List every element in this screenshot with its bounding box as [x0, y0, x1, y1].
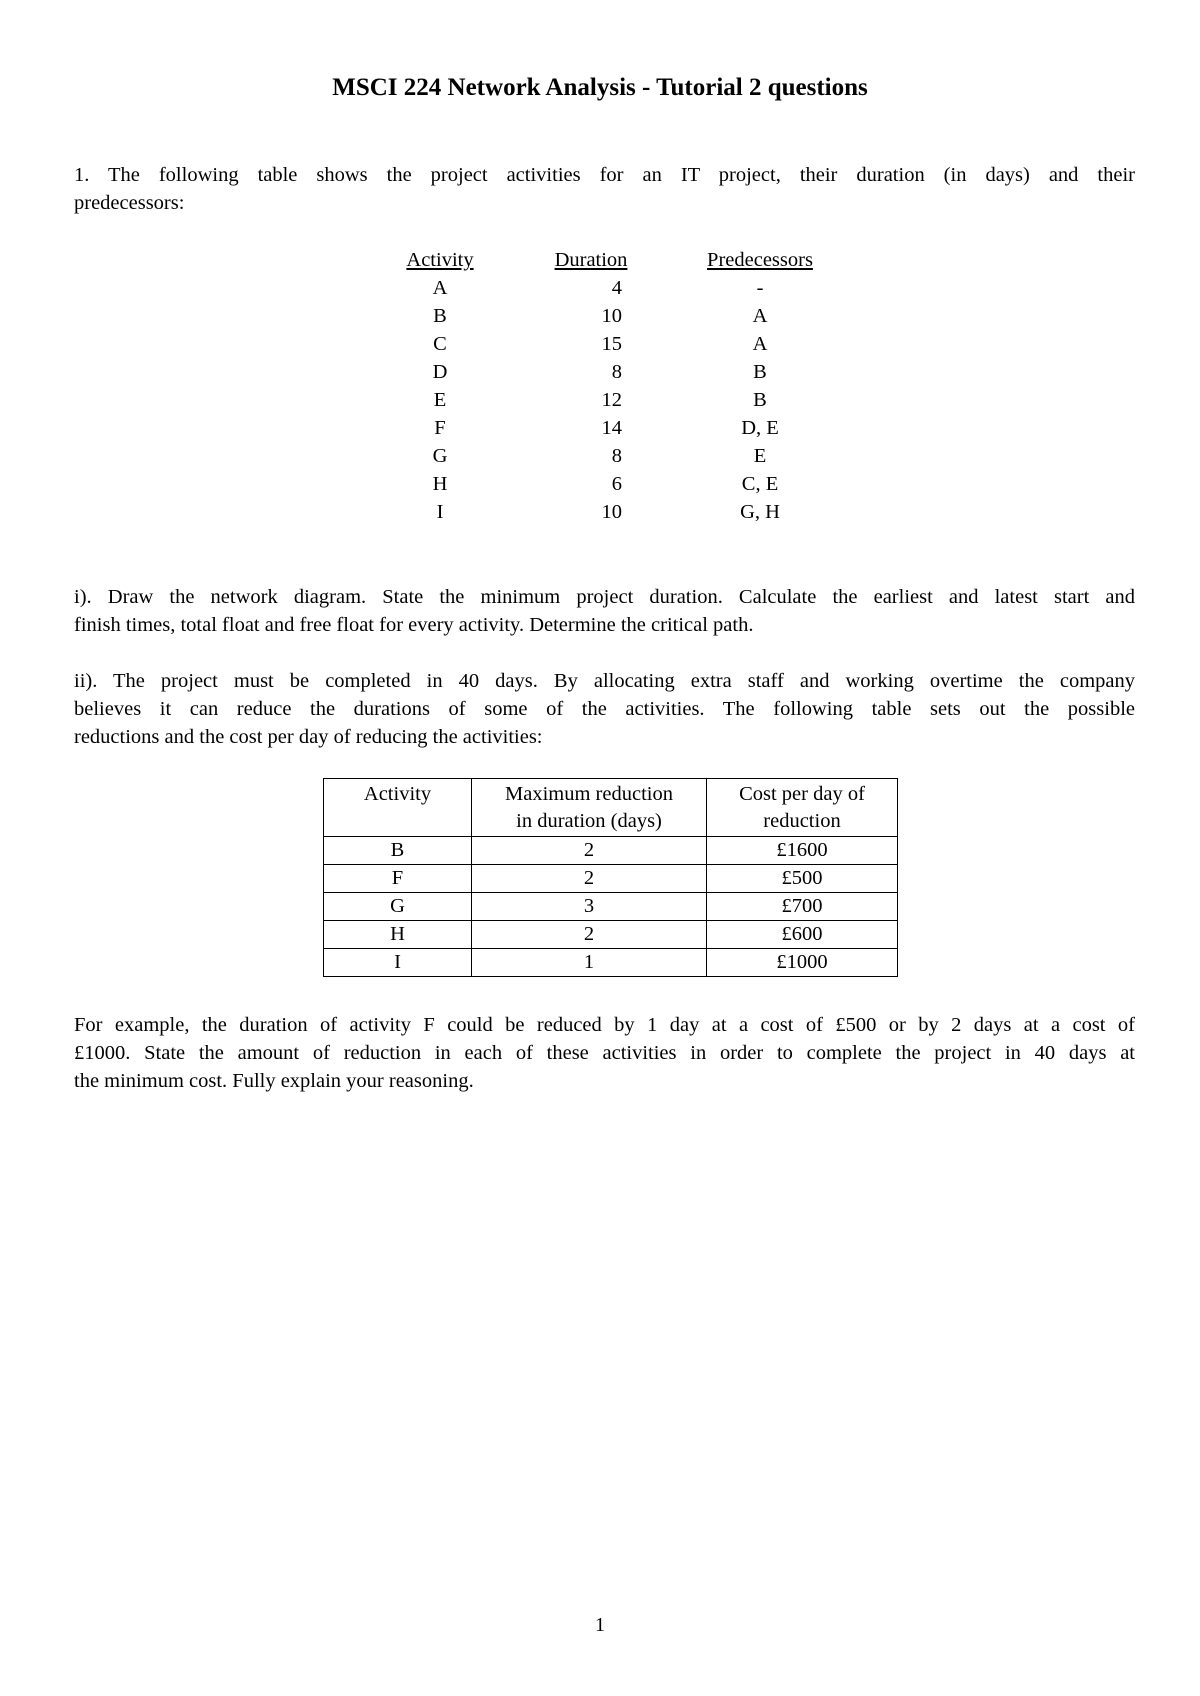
activity-cell: C — [433, 333, 447, 355]
activity-column-header: Activity — [406, 249, 474, 271]
predecessors-column-header: Predecessors — [707, 249, 813, 271]
cost-per-day-cell: £500 — [707, 865, 898, 893]
cost-per-day-cell: £1000 — [707, 949, 898, 977]
part-ii-line-2: believes it can reduce the durations of some of the activities. The following table sets out the possible — [74, 698, 1135, 720]
table-row — [350, 414, 830, 442]
reduction-table-header-row — [324, 779, 898, 837]
example-line-3: the minimum cost. Fully explain your reasoning. — [74, 1070, 474, 1092]
table-row — [324, 921, 898, 949]
activity-cell: B — [433, 305, 447, 327]
reduction-activity-cell: B — [324, 837, 472, 865]
duration-cell: 12 — [601, 389, 622, 411]
max-reduction-header-line-2: in duration (days) — [516, 810, 662, 832]
max-reduction-cell: 1 — [472, 949, 707, 977]
page-title: MSCI 224 Network Analysis - Tutorial 2 questions — [332, 74, 868, 101]
max-reduction-header — [472, 779, 707, 837]
reduction-activity-cell: G — [324, 893, 472, 921]
part-i-line-1: i). Draw the network diagram. State the minimum project duration. Calculate the earliest and latest start and — [74, 586, 1135, 608]
example-line-1: For example, the duration of activity F could be reduced by 1 day at a cost of £500 or by 2 days at a cost of — [74, 1014, 1135, 1036]
max-reduction-cell: 2 — [472, 865, 707, 893]
cost-per-day-header-line-1: Cost per day of — [739, 783, 865, 805]
reduction-table — [323, 778, 898, 977]
predecessors-cell: E — [753, 445, 767, 467]
cost-per-day-header-line-2: reduction — [763, 810, 841, 832]
activity-cell: A — [432, 277, 448, 299]
predecessors-cell: A — [752, 333, 768, 355]
max-reduction-header-line-1: Maximum reduction — [505, 783, 673, 805]
duration-cell: 6 — [611, 473, 622, 495]
page-number: 1 — [595, 1614, 605, 1636]
activity-table — [350, 246, 830, 526]
activity-cell: D — [432, 361, 448, 383]
duration-cell: 8 — [611, 445, 622, 467]
table-row — [350, 470, 830, 498]
duration-cell: 15 — [601, 333, 622, 355]
cost-per-day-header — [707, 779, 898, 837]
cost-per-day-cell: £700 — [707, 893, 898, 921]
part-i-question — [74, 583, 1135, 639]
activity-table-header-row — [350, 246, 830, 274]
predecessors-cell: B — [753, 361, 767, 383]
predecessors-cell: A — [752, 305, 768, 327]
predecessors-cell: G, H — [740, 501, 780, 523]
table-row — [350, 330, 830, 358]
activity-cell: E — [433, 389, 447, 411]
duration-cell: 14 — [601, 417, 622, 439]
activity-cell: G — [432, 445, 448, 467]
max-reduction-cell: 2 — [472, 921, 707, 949]
table-row — [350, 358, 830, 386]
table-row — [324, 837, 898, 865]
table-row — [350, 498, 830, 526]
reduction-activity-cell: I — [324, 949, 472, 977]
example-paragraph — [74, 1011, 1135, 1095]
activity-cell: I — [436, 501, 444, 523]
predecessors-cell: C, E — [741, 473, 779, 495]
cost-per-day-cell: £1600 — [707, 837, 898, 865]
table-row — [350, 442, 830, 470]
duration-cell: 8 — [611, 361, 622, 383]
part-ii-line-1: ii). The project must be completed in 40 days. By allocating extra staff and working overtime the company — [74, 670, 1135, 692]
example-line-2: £1000. State the amount of reduction in each of these activities in order to complete the project in 40 days at — [74, 1042, 1135, 1064]
predecessors-cell: - — [756, 277, 764, 299]
reduction-activity-cell: F — [324, 865, 472, 893]
predecessors-cell: D, E — [741, 417, 779, 439]
duration-column-header: Duration — [554, 249, 628, 271]
duration-cell: 4 — [611, 277, 622, 299]
part-i-line-2: finish times, total float and free float for every activity. Determine the critical path. — [74, 614, 754, 636]
table-row — [350, 302, 830, 330]
max-reduction-cell: 2 — [472, 837, 707, 865]
duration-cell: 10 — [601, 501, 622, 523]
table-row — [350, 386, 830, 414]
reduction-activity-header: Activity — [324, 779, 472, 837]
table-row — [324, 865, 898, 893]
table-row — [350, 274, 830, 302]
predecessors-cell: B — [753, 389, 767, 411]
part-ii-question — [74, 667, 1135, 751]
activity-cell: H — [432, 473, 448, 495]
duration-cell: 10 — [601, 305, 622, 327]
max-reduction-cell: 3 — [472, 893, 707, 921]
table-row — [324, 893, 898, 921]
cost-per-day-cell: £600 — [707, 921, 898, 949]
reduction-activity-cell: H — [324, 921, 472, 949]
question-1-intro-line-2: predecessors: — [74, 192, 185, 214]
question-1-intro-line-1: 1. The following table shows the project activities for an IT project, their duration (in days) and their — [74, 164, 1135, 186]
part-ii-line-3: reductions and the cost per day of reducing the activities: — [74, 726, 543, 748]
table-row — [324, 949, 898, 977]
question-1-intro — [74, 161, 1135, 217]
activity-cell: F — [434, 417, 446, 439]
